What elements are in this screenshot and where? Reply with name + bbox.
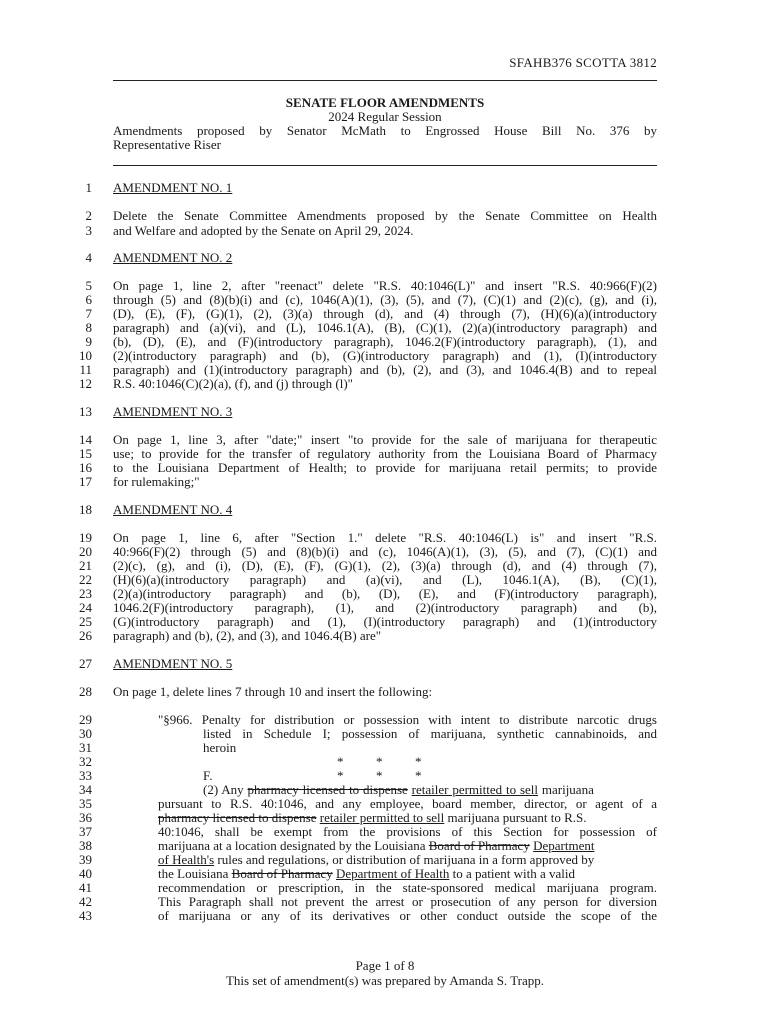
- line-6: 6 through (5) and (8)(b)(i) and (c), 1046(A)(1), (3), (5), and (7), (C)(1) and (2)(c), (g), and (i),: [85, 292, 657, 307]
- line-1: 1 AMENDMENT NO. 1: [0, 181, 770, 195]
- deleted-text: Board of Pharmacy: [428, 839, 530, 853]
- line-2: 2 Delete the Senate Committee Amendments proposed by the Senate Committee on Health: [85, 208, 657, 223]
- line-35: 35 pursuant to R.S. 40:1046, and any employee, board member, director, or agent of a: [79, 796, 657, 811]
- inserted-text: Department of Health: [336, 867, 450, 881]
- line-25: 25 (G)(introductory paragraph) and (1), (I)(introductory paragraph) and (1)(introductory: [79, 614, 657, 629]
- line-22: 22 (H)(6)(a)(introductory paragraph) and (a)(vi), and (L), 1046.1(A), (B), (C)(1),: [79, 572, 657, 587]
- line-17: 17 for rulemaking;": [79, 474, 200, 489]
- line-31: 31 heroin: [79, 740, 237, 755]
- line-21: 21 (2)(c), (g), and (i), (D), (E), (F), (G)(1), (2), (3)(a) through (d), and (4) through (7),: [79, 558, 657, 573]
- amendment-heading: AMENDMENT NO. 5: [113, 657, 233, 671]
- line-42: 42 This Paragraph shall not prevent the arrest or prosecution of any person for diversion: [79, 894, 657, 909]
- line-23: 23 (2)(a)(introductory paragraph) and (b), (D), (E), and (F)(introductory paragraph),: [79, 586, 657, 601]
- line-19: 19 On page 1, line 6, after "Section 1." delete "R.S. 40:1046(L) is" and insert "R.S.: [79, 530, 657, 545]
- inserted-text: retailer permitted to sell: [411, 783, 539, 797]
- line-16: 16 to the Louisiana Department of Health; to provide for marijuana retail permits; to provide: [79, 460, 657, 475]
- line-7: 7 (D), (E), (F), (G)(1), (2), (3)(a) through (d), and (4) through (7), (H)(6)(a)(introductory: [85, 306, 657, 321]
- line-29: 29 "§966. Penalty for distribution or possession with intent to distribute narcotic drugs: [79, 712, 657, 727]
- line-4: 4 AMENDMENT NO. 2: [0, 251, 770, 265]
- omission-stars: * * *: [337, 755, 422, 769]
- line-43: 43 of marijuana or any of its derivatives or other conduct outside the scope of the: [79, 908, 657, 923]
- proposal-line-1: Amendments proposed by Senator McMath to Engrossed House Bill No. 376 by: [113, 123, 657, 138]
- line-14: 14 On page 1, line 3, after "date;" insert "to provide for the sale of marijuana for therapeutic: [79, 432, 657, 447]
- line-20: 20 40:966(F)(2) through (5) and (8)(b)(i) and (c), 1046(A)(1), (3), (5), and (7), (C)(1) and: [79, 544, 657, 559]
- line-40: 40 the Louisiana Board of Pharmacy Department of Health to a patient with a valid: [79, 866, 575, 881]
- line-24: 24 1046.2(F)(introductory paragraph), (1), and (2)(introductory paragraph) and (b),: [79, 600, 657, 615]
- line-5: 5 On page 1, line 2, after "reenact" delete "R.S. 40:1046(L)" and insert "R.S. 40:966(F)(2): [85, 278, 657, 293]
- document-title: SENATE FLOOR AMENDMENTS: [285, 95, 485, 110]
- deleted-text: pharmacy licensed to dispense: [247, 783, 408, 797]
- line-33: 33 F. * * *: [0, 769, 770, 783]
- session-label: 2024 Regular Session: [328, 109, 442, 124]
- line-13: 13 AMENDMENT NO. 3: [0, 405, 770, 419]
- line-32: 32 * * *: [0, 755, 770, 769]
- line-15: 15 use; to provide for the transfer of regulatory authority from the Louisiana Board of Pharmacy: [79, 446, 657, 461]
- line-37: 37 40:1046, shall be exempt from the provisions of this Section for possession of: [79, 824, 657, 839]
- line-36: 36 pharmacy licensed to dispense retailer permitted to sell marijuana pursuant to R.S.: [79, 810, 587, 825]
- line-34: 34 (2) Any pharmacy licensed to dispense retailer permitted to sell marijuana: [79, 782, 594, 797]
- prepared-by: This set of amendment(s) was prepared by Amanda S. Trapp.: [225, 973, 545, 988]
- amendment-heading: AMENDMENT NO. 3: [113, 405, 233, 419]
- line-30: 30 listed in Schedule I; possession of marijuana, synthetic cannabinoids, and: [79, 726, 657, 741]
- line-39: 39 of Health's rules and regulations, or distribution of marijuana in a form approved by: [79, 852, 595, 867]
- line-27: 27 AMENDMENT NO. 5: [0, 657, 770, 671]
- deleted-text: pharmacy licensed to dispense: [158, 811, 317, 825]
- proposal-line-2: Representative Riser: [113, 137, 221, 152]
- deleted-text: Board of Pharmacy: [231, 867, 333, 881]
- page-number: Page 1 of 8: [355, 958, 415, 973]
- line-41: 41 recommendation or prescription, in the state-sponsored medical marijuana program.: [79, 880, 657, 895]
- document-code: SFAHB376 SCOTTA 3812: [509, 55, 657, 70]
- line-26: 26 paragraph) and (b), (2), and (3), and 1046.4(B) are": [79, 628, 382, 643]
- amendment-heading: AMENDMENT NO. 4: [113, 503, 233, 517]
- line-3: 3 and Welfare and adopted by the Senate on April 29, 2024.: [85, 223, 414, 238]
- line-8: 8 paragraph) and (a)(vi), and (L), 1046.1(A), (B), (C)(1), (2)(a)(introductory paragraph) and: [85, 320, 657, 335]
- amendment-heading: AMENDMENT NO. 1: [113, 181, 233, 195]
- line-9: 9 (b), (D), (E), and (F)(introductory paragraph), 1046.2(F)(introductory paragraph), (1), and: [85, 334, 657, 349]
- line-12: 12 R.S. 40:1046(C)(2)(a), (f), and (j) through (l)": [79, 376, 353, 391]
- line-38: 38 marijuana at a location designated by the Louisiana Board of Pharmacy Department: [79, 838, 595, 853]
- inserted-text: of Health's: [158, 853, 215, 867]
- line-28: 28 On page 1, delete lines 7 through 10 and insert the following:: [79, 684, 433, 699]
- line-18: 18 AMENDMENT NO. 4: [0, 503, 770, 517]
- inserted-text: Department: [533, 839, 595, 853]
- amendment-heading: AMENDMENT NO. 2: [113, 251, 233, 265]
- inserted-text: retailer permitted to sell: [319, 811, 445, 825]
- line-10: 10 (2)(introductory paragraph) and (b), (G)(introductory paragraph) and (1), (I)(introductory: [79, 348, 657, 363]
- omission-stars: * * *: [337, 769, 422, 783]
- line-11: 11 paragraph) and (1)(introductory paragraph) and (b), (2), and (3), and 1046.4(B) and to repeal: [79, 362, 657, 377]
